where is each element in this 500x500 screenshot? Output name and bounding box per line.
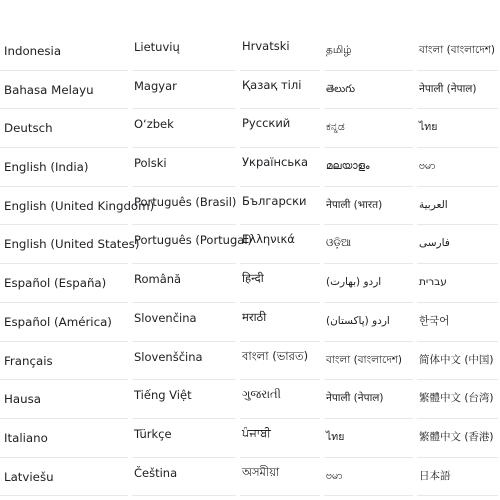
language-option[interactable]: Tiếng Việt xyxy=(132,380,238,419)
language-option[interactable]: 한국어 xyxy=(417,303,500,342)
language-option[interactable]: Русский xyxy=(240,109,322,148)
language-option[interactable]: 日本語 xyxy=(417,458,500,497)
language-option[interactable]: Español (América) xyxy=(0,303,130,342)
language-option[interactable]: नेपाली (भारत) xyxy=(324,187,415,226)
language-option[interactable]: English (United Kingdom) xyxy=(0,187,130,226)
language-option[interactable]: O‘zbek xyxy=(132,109,238,148)
language-option[interactable]: العربية xyxy=(417,187,500,226)
language-option[interactable]: Hrvatski xyxy=(240,32,322,71)
language-option[interactable]: ਪੰਜਾਬੀ xyxy=(240,419,322,458)
language-column-2 xyxy=(132,32,252,496)
language-option[interactable]: English (United States) xyxy=(0,225,130,264)
language-option[interactable]: اردو (پاکستان) xyxy=(324,303,415,342)
language-option[interactable]: Polski xyxy=(132,148,238,187)
language-option[interactable]: Slovenščina xyxy=(132,342,238,381)
language-option[interactable]: ଓଡ଼ିଆ xyxy=(324,225,415,264)
language-option[interactable]: नेपाली (नेपाल) xyxy=(417,71,500,110)
language-option[interactable]: অসমীয়া xyxy=(240,458,322,497)
language-option[interactable]: ગુજરાતી xyxy=(240,380,322,419)
language-option[interactable]: ไทย xyxy=(324,419,415,458)
language-option[interactable]: বাংলা (বাংলাদেশ) xyxy=(417,32,500,71)
language-option[interactable]: Español (España) xyxy=(0,264,130,303)
language-option[interactable]: ဗမာ xyxy=(324,458,415,497)
language-option[interactable]: Português (Brasil) xyxy=(132,187,238,226)
language-option[interactable]: 简体中文 (中国) xyxy=(417,342,500,381)
language-option[interactable]: Deutsch xyxy=(0,109,130,148)
language-option[interactable]: English (India) xyxy=(0,148,130,187)
language-option[interactable]: Português (Portugal) xyxy=(132,225,238,264)
language-option[interactable]: বাংলা (ভারত) xyxy=(240,342,322,381)
language-option[interactable]: 繁體中文 (香港) xyxy=(417,419,500,458)
language-option[interactable]: Latviešu xyxy=(0,458,130,497)
language-option[interactable]: বাংলা (বাংলাদেশ) xyxy=(324,342,415,381)
language-option[interactable]: Română xyxy=(132,264,238,303)
language-option[interactable]: עברית xyxy=(417,264,500,303)
language-option[interactable]: తెలుగు xyxy=(324,71,415,110)
language-option[interactable]: Қазақ тілі xyxy=(240,71,322,110)
language-option[interactable]: मराठी xyxy=(240,303,322,342)
language-option[interactable]: Hausa xyxy=(0,380,130,419)
language-option[interactable]: தமிழ் xyxy=(324,32,415,71)
language-option[interactable]: ಕನ್ನಡ xyxy=(324,109,415,148)
language-option[interactable]: Italiano xyxy=(0,419,130,458)
language-option[interactable]: हिन्दी xyxy=(240,264,322,303)
language-option[interactable]: Türkçe xyxy=(132,419,238,458)
language-option[interactable]: Magyar xyxy=(132,71,238,110)
language-option[interactable]: Čeština xyxy=(132,458,238,497)
language-option[interactable]: 繁體中文 (台湾) xyxy=(417,380,500,419)
language-option[interactable]: Українська xyxy=(240,148,322,187)
language-option[interactable]: Français xyxy=(0,342,130,381)
language-option[interactable]: नेपाली (नेपाल) xyxy=(324,380,415,419)
language-option[interactable]: فارسی xyxy=(417,225,500,264)
language-option[interactable]: Bahasa Melayu xyxy=(0,71,130,110)
language-option[interactable]: Indonesia xyxy=(0,32,130,71)
language-option[interactable]: ဗမာ xyxy=(417,148,500,187)
language-column-3 xyxy=(240,32,322,496)
language-option[interactable]: Ελληνικά xyxy=(240,225,322,264)
language-option[interactable]: Български xyxy=(240,187,322,226)
language-column-5 xyxy=(417,32,500,496)
language-option[interactable]: മലയാളം xyxy=(324,148,415,187)
language-option[interactable]: Slovenčina xyxy=(132,303,238,342)
language-option[interactable]: اردو (بھارت) xyxy=(324,264,415,303)
language-column-4 xyxy=(324,32,415,496)
language-option[interactable]: Lietuvių xyxy=(132,32,238,71)
language-option[interactable]: ไทย xyxy=(417,109,500,148)
